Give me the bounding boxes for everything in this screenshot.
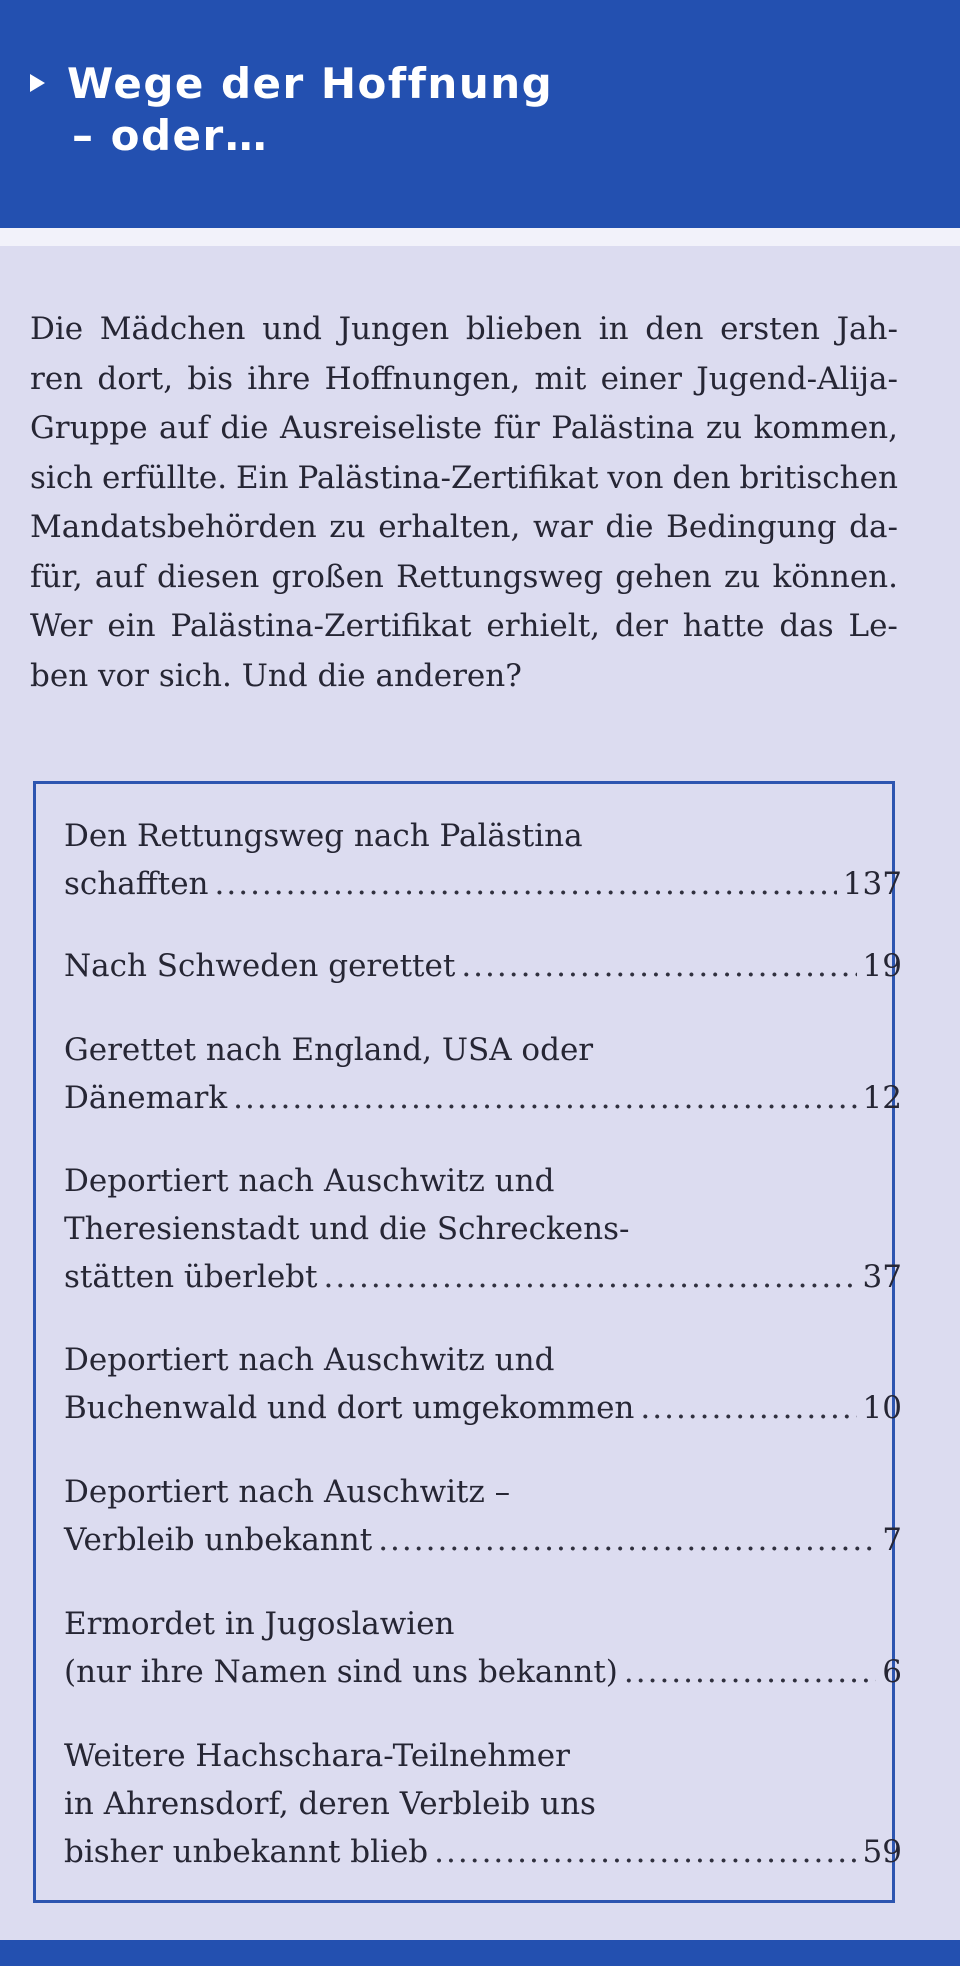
paragraph-word: die: [220, 410, 269, 446]
paragraph-word: bis: [187, 360, 234, 397]
paragraph-word: hatte: [682, 608, 765, 644]
entry-count: 6: [882, 1654, 902, 1690]
paragraph-word: auf: [159, 410, 209, 446]
entry-label-line: Nach Schweden gerettet: [64, 948, 456, 984]
paragraph-line: [30, 553, 898, 603]
paragraph-word: ihre: [247, 360, 311, 397]
paragraph-word: Palästina-Zertifikat: [297, 459, 599, 496]
summary-entry: [64, 942, 902, 990]
summary-entry: [64, 812, 902, 908]
entry-label-line: Dänemark: [64, 1080, 228, 1116]
paragraph-word: Mandatsbehörden: [30, 509, 317, 545]
paragraph-word: war: [532, 509, 593, 545]
paragraph-word: für: [493, 410, 540, 446]
dot-leader: [624, 1648, 876, 1696]
entry-label-line: Deportiert nach Auschwitz und: [64, 1342, 555, 1378]
dot-leader: [434, 1828, 856, 1876]
paragraph-word: da-: [849, 509, 898, 545]
paragraph-word: können.: [772, 558, 898, 595]
entry-label-line: Deportiert nach Auschwitz –: [64, 1474, 511, 1510]
header-divider: [0, 228, 960, 246]
paragraph-word: zu: [705, 410, 743, 446]
paragraph-word: den: [672, 459, 731, 496]
paragraph-word: gehen: [615, 558, 712, 595]
entry-count: 10: [862, 1390, 902, 1426]
entry-label-line: Verbleib unbekannt: [64, 1522, 373, 1558]
paragraph-word: auf: [94, 558, 145, 595]
paragraph-line: [30, 602, 898, 652]
title-line-2: – oder…: [72, 111, 269, 160]
entry-label-line: bisher unbekannt blieb: [64, 1834, 429, 1870]
paragraph-word: erhalten,: [378, 509, 521, 545]
page-title: [30, 58, 930, 162]
paragraph-word: einer: [600, 360, 682, 397]
paragraph-word: den: [645, 311, 704, 347]
entry-label-line: (nur ihre Namen sind uns bekannt): [64, 1654, 618, 1690]
entry-label-line: Theresienstadt und die Schreckens-: [64, 1211, 630, 1247]
dot-leader: [215, 860, 837, 908]
entry-count: 19: [862, 948, 902, 984]
paragraph-word: Ein: [236, 459, 289, 496]
paragraph-word: Hoffnungen,: [324, 360, 521, 397]
entry-count: 59: [862, 1834, 902, 1870]
title-line-1: Wege der Hoffnung: [67, 59, 554, 108]
paragraph-word: in: [598, 311, 629, 347]
summary-list: [64, 812, 902, 1876]
paragraph-word: Jungen: [338, 311, 450, 347]
entry-count: 137: [842, 866, 902, 902]
dot-leader: [323, 1253, 856, 1301]
paragraph-word: sich: [30, 459, 94, 496]
paragraph-line: [30, 503, 898, 553]
paragraph-word: die: [605, 509, 654, 545]
summary-entry: [64, 1336, 902, 1432]
paragraph-word: kommen,: [753, 410, 898, 446]
paragraph-word: dort,: [97, 360, 174, 397]
entry-last-line: [64, 860, 902, 908]
paragraph-word: ersten: [720, 311, 820, 347]
paragraph-word: mit: [534, 360, 587, 397]
entry-last-line: [64, 1516, 902, 1564]
summary-entry: [64, 1026, 902, 1122]
paragraph-word: erfüllte.: [102, 459, 228, 496]
entry-count: 37: [862, 1259, 902, 1295]
triangle-bullet-icon: [30, 74, 45, 92]
paragraph-word: Le-: [848, 608, 898, 644]
entry-label-line: Den Rettungsweg nach Palästina: [64, 818, 583, 854]
paragraph-word: zu: [723, 558, 761, 595]
dot-leader: [378, 1516, 876, 1564]
paragraph-word: ren: [30, 360, 84, 397]
paragraph-word: Mädchen: [99, 311, 246, 347]
entry-label-line: schafften: [64, 866, 209, 902]
entry-label-line: Buchenwald und dort umgekommen: [64, 1390, 635, 1426]
entry-last-line: [64, 1253, 902, 1301]
paragraph-word: zu: [329, 509, 366, 545]
dot-leader: [233, 1074, 856, 1122]
summary-entry: [64, 1732, 902, 1876]
entry-label-line: Weitere Hachschara-Teilnehmer: [64, 1738, 570, 1774]
paragraph-word: Palästina: [551, 410, 695, 446]
paragraph-word: Wer: [30, 608, 93, 644]
entry-label-line: in Ahrensdorf, deren Verbleib uns: [64, 1786, 596, 1822]
entry-last-line: [64, 1384, 902, 1432]
paragraph-word: Gruppe: [30, 410, 148, 446]
paragraph-word: Bedingung: [666, 509, 837, 545]
entry-count: 12: [862, 1080, 902, 1116]
summary-entry: [64, 1157, 902, 1301]
paragraph-word: Jugend-Alija-: [696, 360, 898, 397]
intro-paragraph: [30, 305, 898, 701]
paragraph-line: [30, 454, 898, 504]
summary-entry: [64, 1468, 902, 1564]
paragraph-line: [30, 652, 898, 702]
paragraph-line: [30, 404, 898, 454]
entry-last-line: [64, 1648, 902, 1696]
paragraph-word: ben vor sich. Und die anderen?: [30, 657, 522, 694]
footer-bar: [0, 1940, 960, 1966]
dot-leader: [461, 942, 856, 990]
paragraph-word: Ausreiseliste: [279, 410, 483, 446]
dot-leader: [640, 1384, 856, 1432]
paragraph-line: [30, 305, 898, 355]
paragraph-word: von: [607, 459, 664, 496]
entry-label-line: Gerettet nach England, USA oder: [64, 1032, 594, 1068]
paragraph-word: erhielt,: [486, 608, 601, 644]
paragraph-word: und: [262, 311, 322, 347]
paragraph-word: diesen: [157, 558, 260, 595]
paragraph-word: für,: [30, 558, 83, 595]
paragraph-word: großen: [271, 558, 384, 595]
entry-last-line: [64, 1828, 902, 1876]
entry-label-line: stätten überlebt: [64, 1259, 318, 1295]
paragraph-word: ein: [107, 608, 156, 644]
summary-box: [33, 781, 902, 1903]
entry-last-line: [64, 1074, 902, 1122]
paragraph-word: blieben: [465, 311, 583, 347]
paragraph-word: Jah-: [836, 311, 898, 347]
paragraph-word: der: [614, 608, 668, 644]
summary-entry: [64, 1600, 902, 1696]
entry-last-line: [64, 942, 902, 990]
paragraph-word: Die: [30, 311, 84, 347]
entry-label-line: Deportiert nach Auschwitz und: [64, 1163, 555, 1199]
paragraph-word: britischen: [739, 459, 898, 496]
paragraph-word: Rettungsweg: [396, 558, 604, 595]
paragraph-line: [30, 355, 898, 405]
entry-count: 7: [882, 1522, 902, 1558]
entry-label-line: Ermordet in Jugoslawien: [64, 1606, 455, 1642]
paragraph-word: das: [779, 608, 834, 644]
paragraph-word: Palästina-Zertifikat: [170, 608, 472, 644]
